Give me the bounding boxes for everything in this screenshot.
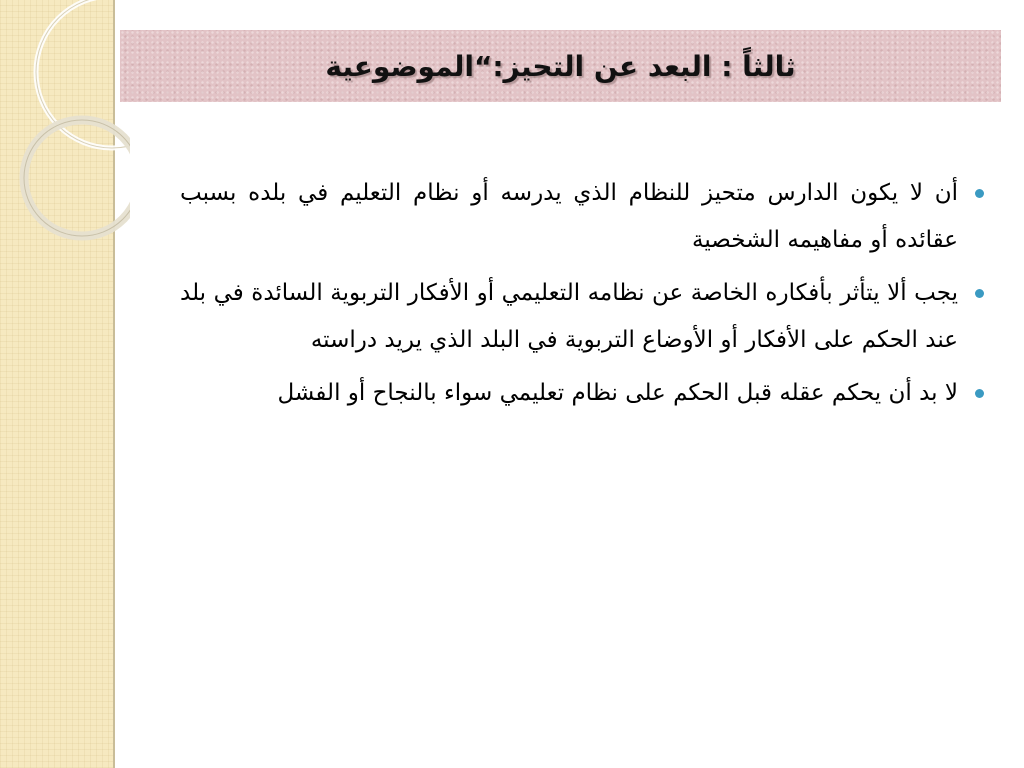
bullet-item <box>180 370 988 417</box>
bullet-item <box>180 270 988 364</box>
bullet-text: يجب ألا يتأثر بأفكاره الخاصة عن نظامه التعليمي أو الأفكار التربوية السائدة في بلد عند الحكم على الأفكار أو الأوضاع التربوية في البلد الذي يريد دراسته <box>180 280 958 353</box>
bullet-dot-icon <box>975 189 984 198</box>
bullet-list <box>180 170 988 423</box>
decorative-circles <box>0 0 130 260</box>
bullet-text: أن لا يكون الدارس متحيز للنظام الذي يدرسه أو نظام التعليم في بلده بسبب عقائده أو مفاهيمه الشخصية <box>180 180 958 253</box>
bullet-dot-icon <box>975 289 984 298</box>
title-band <box>120 30 1001 102</box>
bullet-item <box>180 170 988 264</box>
bullet-dot-icon <box>975 389 984 398</box>
bullet-text: لا بد أن يحكم عقله قبل الحكم على نظام تعليمي سواء بالنجاح أو الفشل <box>277 380 958 406</box>
slide-title: ثالثاً : البعد عن التحيز:“الموضوعية <box>325 49 796 83</box>
